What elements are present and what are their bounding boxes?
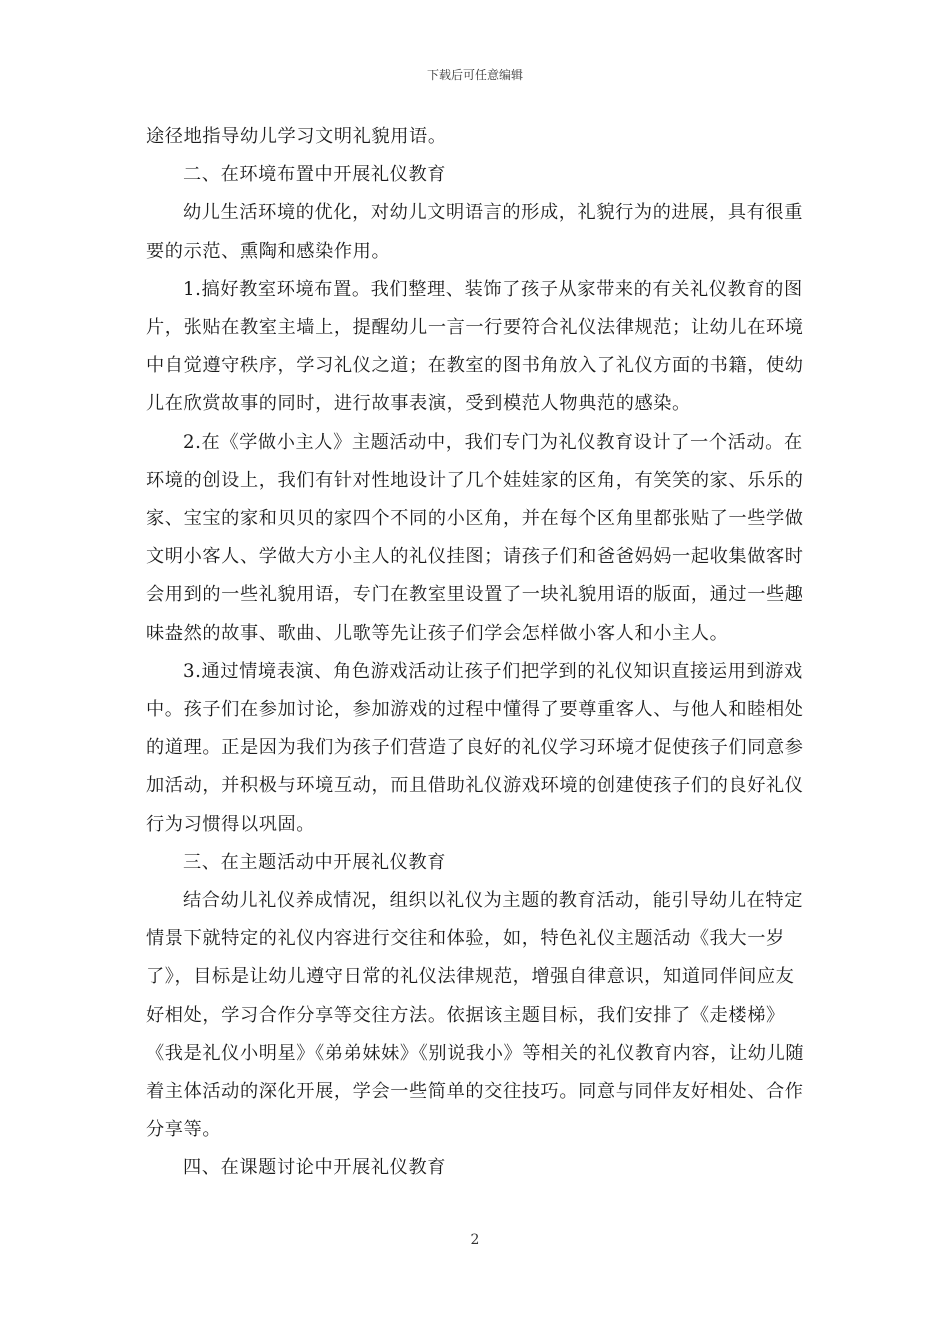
page-number: 2 — [470, 1232, 480, 1248]
paragraph-item-3: 3.通过情境表演、角色游戏活动让孩子们把学到的礼仪知识直接运用到游戏中。孩子们在参加讨论，参加游戏的过程中懂得了要尊重客人、与他人和睦相处的道理。正是因为我们为孩子们营造了良好的礼仪学习环境才促使孩子们同意参加活动，并积极与环境互动，而且借助礼仪游戏环境的创建使孩子们的良好礼仪行为习惯得以巩固。 — [146, 660, 804, 835]
section-heading-4: 四、在课题讨论中开展礼仪教育 — [183, 1157, 447, 1179]
paragraph-item-1: 1.搞好教室环境布置。我们整理、装饰了孩子从家带来的有关礼仪教育的图片，张贴在教室主墙上，提醒幼儿一言一行要符合礼仪法律规范；让幼儿在环境中自觉遵守秩序，学习礼仪之道；在教室的图书角放入了礼仪方面的书籍，使幼儿在欣赏故事的同时，进行故事表演，受到模范人物典范的感染。 — [146, 278, 804, 415]
document-body — [146, 118, 808, 1188]
paragraph-environment-intro: 幼儿生活环境的优化，对幼儿文明语言的形成，礼貌行为的进展，具有很重要的示范、熏陶和感染作用。 — [146, 202, 803, 262]
page-header-note: 下载后可任意编辑 — [426, 68, 523, 82]
section-heading-3: 三、在主题活动中开展礼仪教育 — [183, 851, 447, 873]
paragraph-theme-activity: 结合幼儿礼仪养成情况，组织以礼仪为主题的教育活动，能引导幼儿在特定情景下就特定的礼仪内容进行交往和体验，如，特色礼仪主题活动《我大一岁了》，目标是让幼儿遵守日常的礼仪法律规范，增强自律意识，知道同伴间应友好相处，学习合作分享等交往方法。依据该主题目标，我们安排了《走楼梯》《我是礼仪小明星》《弟弟妹妹》《别说我小》等相关的礼仪教育内容，让幼儿随着主体活动的深化开展，学会一些简单的交往技巧。同意与同伴友好相处、合作分享等。 — [146, 890, 805, 1141]
paragraph-item-2: 2.在《学做小主人》主题活动中，我们专门为礼仪教育设计了一个活动。在环境的创设上，我们有针对性地设计了几个娃娃家的区角，有笑笑的家、乐乐的家、宝宝的家和贝贝的家四个不同的小区角，并在每个区角里都张贴了一些学做文明小客人、学做大方小主人的礼仪挂图；请孩子们和爸爸妈妈一起收集做客时会用到的一些礼貌用语，专门在教室里设置了一块礼貌用语的版面，通过一些趣味盎然的故事、歌曲、儿歌等先让孩子们学会怎样做小客人和小主人。 — [146, 431, 804, 644]
section-heading-2: 二、在环境布置中开展礼仪教育 — [183, 164, 447, 186]
paragraph-continuation: 途径地指导幼儿学习文明礼貌用语。 — [146, 126, 447, 147]
